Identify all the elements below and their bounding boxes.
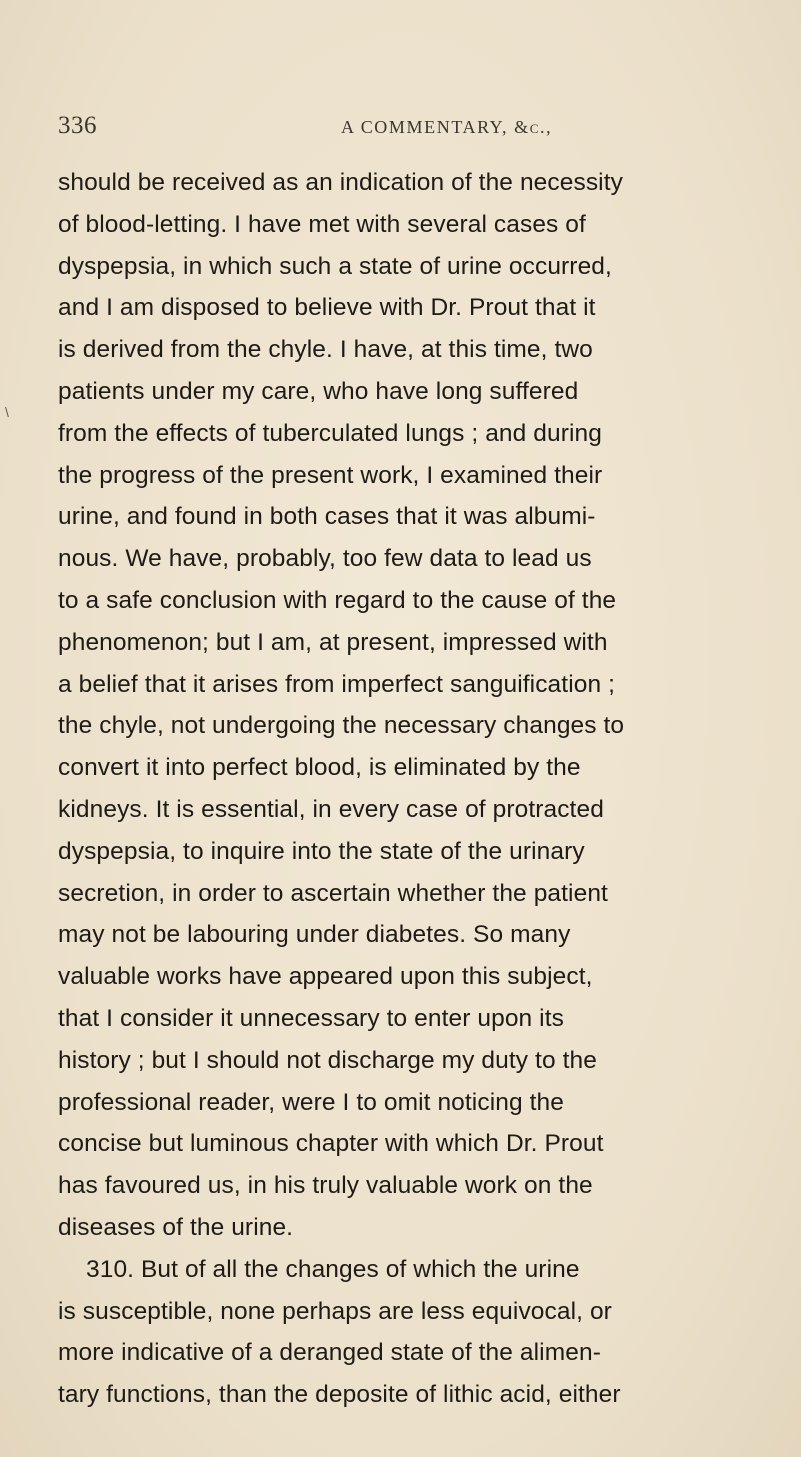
- page-number: 336: [58, 112, 97, 139]
- text-line: to a safe conclusion with regard to the cause of the: [58, 586, 617, 614]
- text-line: should be received as an indication of the necessity: [58, 169, 623, 196]
- text-line: professional reader, were I to omit noticing the: [58, 1088, 564, 1116]
- text-line: phenomenon; but I am, at present, impressed with: [58, 628, 608, 656]
- text-line: that I consider it unnecessary to enter upon its: [58, 1004, 564, 1032]
- text-line: patients under my care, who have long suffered: [58, 377, 579, 405]
- text-line: is susceptible, none perhaps are less equivocal, or: [58, 1297, 612, 1325]
- text-line: dyspepsia, in which such a state of urine occurred,: [58, 252, 612, 280]
- text-line: may not be labouring under diabetes. So many: [58, 921, 571, 949]
- text-line: and I am disposed to believe with Dr. Prout that it: [58, 294, 596, 322]
- text-line: valuable works have appeared upon this subject,: [58, 963, 593, 991]
- text-line: from the effects of tuberculated lungs ; and during: [58, 419, 602, 447]
- text-line: dyspepsia, to inquire into the state of the urinary: [58, 837, 585, 865]
- text-line: the progress of the present work, I examined their: [58, 461, 603, 489]
- text-line: more indicative of a deranged state of the alimen-: [58, 1339, 601, 1367]
- text-line: diseases of the urine.: [58, 1213, 294, 1241]
- text-line: concise but luminous chapter with which Dr. Prout: [58, 1130, 604, 1158]
- text-line: nous. We have, probably, too few data to lead us: [58, 545, 592, 573]
- text-line: of blood-letting. I have met with several cases of: [58, 210, 586, 238]
- text-line: convert it into perfect blood, is eliminated by the: [58, 754, 581, 782]
- running-head: A COMMENTARY, &c.,: [341, 117, 553, 137]
- page-header: [58, 112, 778, 152]
- text-line: kidneys. It is essential, in every case of protracted: [58, 795, 604, 823]
- body-text: [58, 162, 798, 1416]
- text-line: 310. But of all the changes of which the urine: [86, 1255, 580, 1283]
- text-line: is derived from the chyle. I have, at this time, two: [58, 336, 593, 364]
- text-line: tary functions, than the deposite of lithic acid, either: [58, 1381, 621, 1409]
- text-line: history ; but I should not discharge my duty to the: [58, 1046, 597, 1074]
- text-line: secretion, in order to ascertain whether the patient: [58, 879, 608, 907]
- text-line: has favoured us, in his truly valuable work on the: [58, 1172, 593, 1200]
- margin-mark: \: [5, 404, 9, 420]
- text-line: the chyle, not undergoing the necessary changes to: [58, 712, 625, 740]
- text-line: urine, and found in both cases that it was albumi-: [58, 503, 596, 531]
- text-line: a belief that it arises from imperfect sanguification ;: [58, 670, 616, 698]
